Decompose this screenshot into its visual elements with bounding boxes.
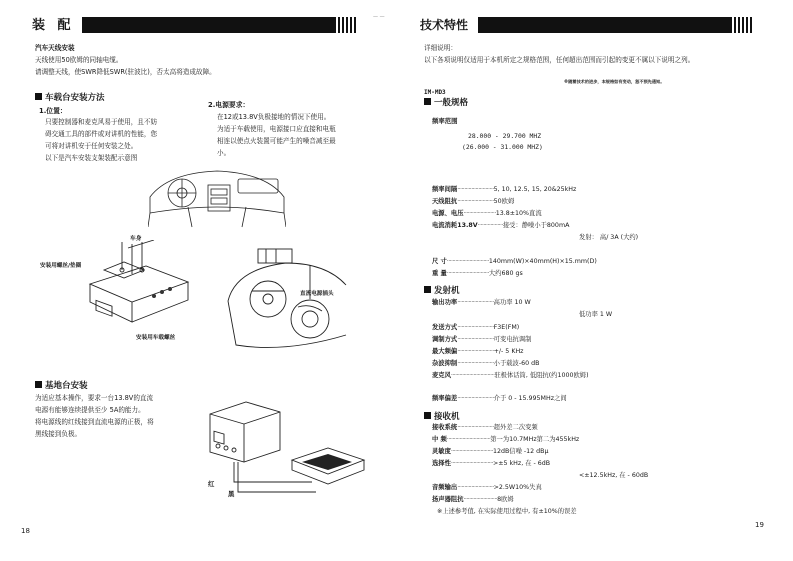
spec-label: 接收系统 <box>432 424 458 431</box>
spec-label: 电源、电压 <box>432 210 464 217</box>
spec-label: 天线阻抗 <box>432 198 458 205</box>
left-title-bar-stripes <box>338 17 360 33</box>
spec-label: 电流消耗13.8V <box>432 222 478 229</box>
base-line-1: 为适应基本操作，要求一台13.8V的直流 <box>35 394 154 402</box>
note-heading: 详细说明： <box>424 44 457 52</box>
spec-value: +/- 5 KHz <box>493 348 524 355</box>
bracket-assembly-illustration <box>84 240 194 335</box>
spec-label: 发送方式 <box>432 324 458 331</box>
dashboard-illustration <box>148 167 286 229</box>
position-line-4: 以下是汽车安装支架装配示意图 <box>45 154 138 162</box>
spec-label: 灵敏度 <box>432 448 451 455</box>
base-line-4: 黑线接到负极。 <box>35 430 82 438</box>
power-line-1: 在12或13.8V负极接地的情况下使用。 <box>217 113 331 121</box>
position-heading: 1.位置： <box>39 107 67 115</box>
receiver-heading <box>424 412 460 422</box>
spec-value: 可变电抗调制 <box>493 336 532 343</box>
spec-row: 频率偏差··························介于 0 - 15.995MHz之间 <box>432 395 567 402</box>
spec-row: 频率间隔··························5, 10, 12.5, 15, 20&25kHz <box>432 186 577 193</box>
position-line-1: 只要控制器和麦克风易于使用，且不妨 <box>45 118 158 126</box>
left-page-title: 装 配 <box>32 18 75 33</box>
spec-label: 杂波抑制 <box>432 360 458 367</box>
general-heading-text: 一般规格 <box>434 98 469 108</box>
spec-value: 50欧姆 <box>493 198 515 205</box>
spec-row: 杂波抑制··························小于载波-60 dB <box>432 360 540 367</box>
spec-value: 大约680 gs <box>488 270 523 277</box>
general-heading <box>424 98 468 108</box>
spec-row: 电源、电压·······················13.8±10%直流 <box>432 210 542 217</box>
note-small: ※随着技术的进步，本规格如有变动，恕不预先通知。 <box>564 79 665 84</box>
mobile-install-heading-text: 车载台安装方法 <box>45 93 105 103</box>
position-line-3: 可将对讲机安于任何安装之处。 <box>45 142 138 150</box>
dc-plug-illustration <box>226 245 348 353</box>
spec-row: 最大频偏··························+/- 5 KHz <box>432 348 524 355</box>
spec-value: 13.8±10%直流 <box>495 210 542 217</box>
spec-value: 超外差二次变频 <box>493 424 538 431</box>
spec-value: >2.5W10%失真 <box>493 484 542 491</box>
spec-value: 8欧姆 <box>497 496 514 503</box>
spec-row: 音频输出··························>2.5W10%失真 <box>432 484 542 491</box>
spec-value: 5, 10, 12.5, 15, 20&25kHz <box>493 186 577 193</box>
spec-row: 选择性······························>±5 kHz, 在 - 6dB <box>432 460 551 467</box>
freq-range-line-1: 28.000 - 29.700 MHZ <box>468 132 542 140</box>
transmitter-heading-text: 发射机 <box>434 286 460 296</box>
label-black-wire: 黑 <box>228 490 235 498</box>
label-dc-plug: 直流电源插头 <box>300 291 334 297</box>
left-title-bar <box>82 17 336 33</box>
label-car-body: 车身 <box>130 236 142 242</box>
spec-label: 扬声器阻抗 <box>432 496 464 503</box>
label-bracket-screw: 安装用螺丝/垫圈 <box>40 263 82 269</box>
position-line-2: 碍交通工具的部件或对讲机的性能，您 <box>45 130 158 138</box>
left-page-number: 18 <box>21 527 30 535</box>
power-supply-illustration <box>196 398 372 510</box>
spec-value: 12dB信噪 -12 dBμ <box>492 448 549 455</box>
spec-row: 天线阻抗··························50欧姆 <box>432 198 515 205</box>
spec-label: 重 量 <box>432 270 447 277</box>
footnote: ※上述参考值, 在实际使用过程中, 有±10%的误差 <box>437 508 577 515</box>
spec-value: 介于 0 - 15.995MHz之间 <box>493 395 567 402</box>
power-line-3: 相连以使点火装置可能产生的噪音减至最 <box>217 137 336 145</box>
spec-value: 小于载波-60 dB <box>493 360 540 367</box>
spec-value: 140mm(W)×40mm(H)×15.mm(D) <box>488 258 597 265</box>
spec-row: 调制方式··························可变电抗调制 <box>432 336 532 343</box>
power-heading: 2.电源要求： <box>208 101 250 109</box>
power-line-4: 小。 <box>217 149 231 157</box>
spec-label: 频率间隔 <box>432 186 458 193</box>
bullet-square-icon <box>35 93 42 100</box>
antenna-heading: 汽车天线安装 <box>35 44 75 52</box>
spec-value: 接受：静噪小于800mA <box>502 222 570 229</box>
bullet-square-icon <box>424 98 431 105</box>
antenna-line-1: 天线使用50欧姆的同轴电缆。 <box>35 56 123 64</box>
spec-row: 重 量······························大约680 gs <box>432 270 523 277</box>
base-line-2: 电源有能够连续提供至少 5A的能力。 <box>35 406 145 414</box>
bullet-square-icon <box>35 381 42 388</box>
spec-label: 频率偏差 <box>432 395 458 402</box>
base-line-3: 将电源线的红线接到直流电源的正极，将 <box>35 418 154 426</box>
spec-row: 麦克风·······························驻极体话筒, 低阻抗(约1000欧姆) <box>432 372 589 379</box>
spec-row: 尺 寸······························140mm(W)×40mm(H)×15.mm(D) <box>432 258 597 265</box>
selectivity-60db: <±12.5kHz, 在 - 60dB <box>579 472 649 479</box>
right-page-title: 技术特性 <box>420 18 469 32</box>
spec-row: 灵敏度······························12dB信噪 -12 dBμ <box>432 448 549 455</box>
note-line: 以下各项说明仅适用于本机所定之规格范围，任何超出范围而引起的变更不属以下说明之列。 <box>424 56 695 64</box>
spec-label: 中 频 <box>432 436 447 443</box>
spec-row: 发送方式··························F3E(FM) <box>432 324 520 331</box>
spec-label: 音频输出 <box>432 484 458 491</box>
spec-label: 尺 寸 <box>432 258 447 265</box>
label-red-wire: 红 <box>208 480 215 488</box>
bullet-square-icon <box>424 412 431 419</box>
freq-range-label: 频率范围 <box>432 117 458 125</box>
spec-value: 高功率 10 W <box>493 299 531 306</box>
spec-label: 调制方式 <box>432 336 458 343</box>
base-install-heading <box>35 381 88 391</box>
spec-row: 输出功率··························高功率 10 W <box>432 299 531 306</box>
right-page-number: 19 <box>755 521 764 529</box>
power-line-2: 为适于车载使用，电源接口应直接和电瓶 <box>217 125 336 133</box>
center-mark: — — <box>373 14 385 20</box>
bullet-square-icon <box>424 286 431 293</box>
spec-row: 电流消耗13.8V··················接受：静噪小于800mA <box>432 222 570 229</box>
mobile-install-heading <box>35 93 105 103</box>
antenna-line-2: 请调整天线，使SWR降低SWR(驻波比)，否太高将造成故障。 <box>35 68 216 76</box>
model-number: IM-MD3 <box>424 89 446 96</box>
right-title-bar <box>478 17 732 33</box>
spec-label: 输出功率 <box>432 299 458 306</box>
spec-row: 中 频·······························第一为10.7MHz第二为455kHz <box>432 436 580 443</box>
spec-row: 接收系统··························超外差二次变频 <box>432 424 538 431</box>
tx-power-low: 低功率 1 W <box>579 311 613 318</box>
spec-value: 第一为10.7MHz第二为455kHz <box>490 436 580 443</box>
base-install-heading-text: 基地台安装 <box>45 381 88 391</box>
right-title-bar-stripes <box>734 17 754 33</box>
receiver-heading-text: 接收机 <box>434 412 460 422</box>
spec-label: 最大频偏 <box>432 348 458 355</box>
label-mounting-screw: 安装用车载螺丝 <box>136 335 176 341</box>
spec-label: 选择性 <box>432 460 451 467</box>
spec-value: >±5 kHz, 在 - 6dB <box>492 460 551 467</box>
spec-value: F3E(FM) <box>493 324 520 331</box>
tx-current: 发射： 高/ 3A (大约) <box>579 234 639 241</box>
freq-range-line-2: (26.000 - 31.000 MHZ) <box>462 143 543 151</box>
spec-value: 驻极体话筒, 低阻抗(约1000欧姆) <box>494 372 589 379</box>
transmitter-heading <box>424 286 460 296</box>
spec-label: 麦克风 <box>432 372 451 379</box>
spec-row: 扬声器阻抗························8欧姆 <box>432 496 514 503</box>
